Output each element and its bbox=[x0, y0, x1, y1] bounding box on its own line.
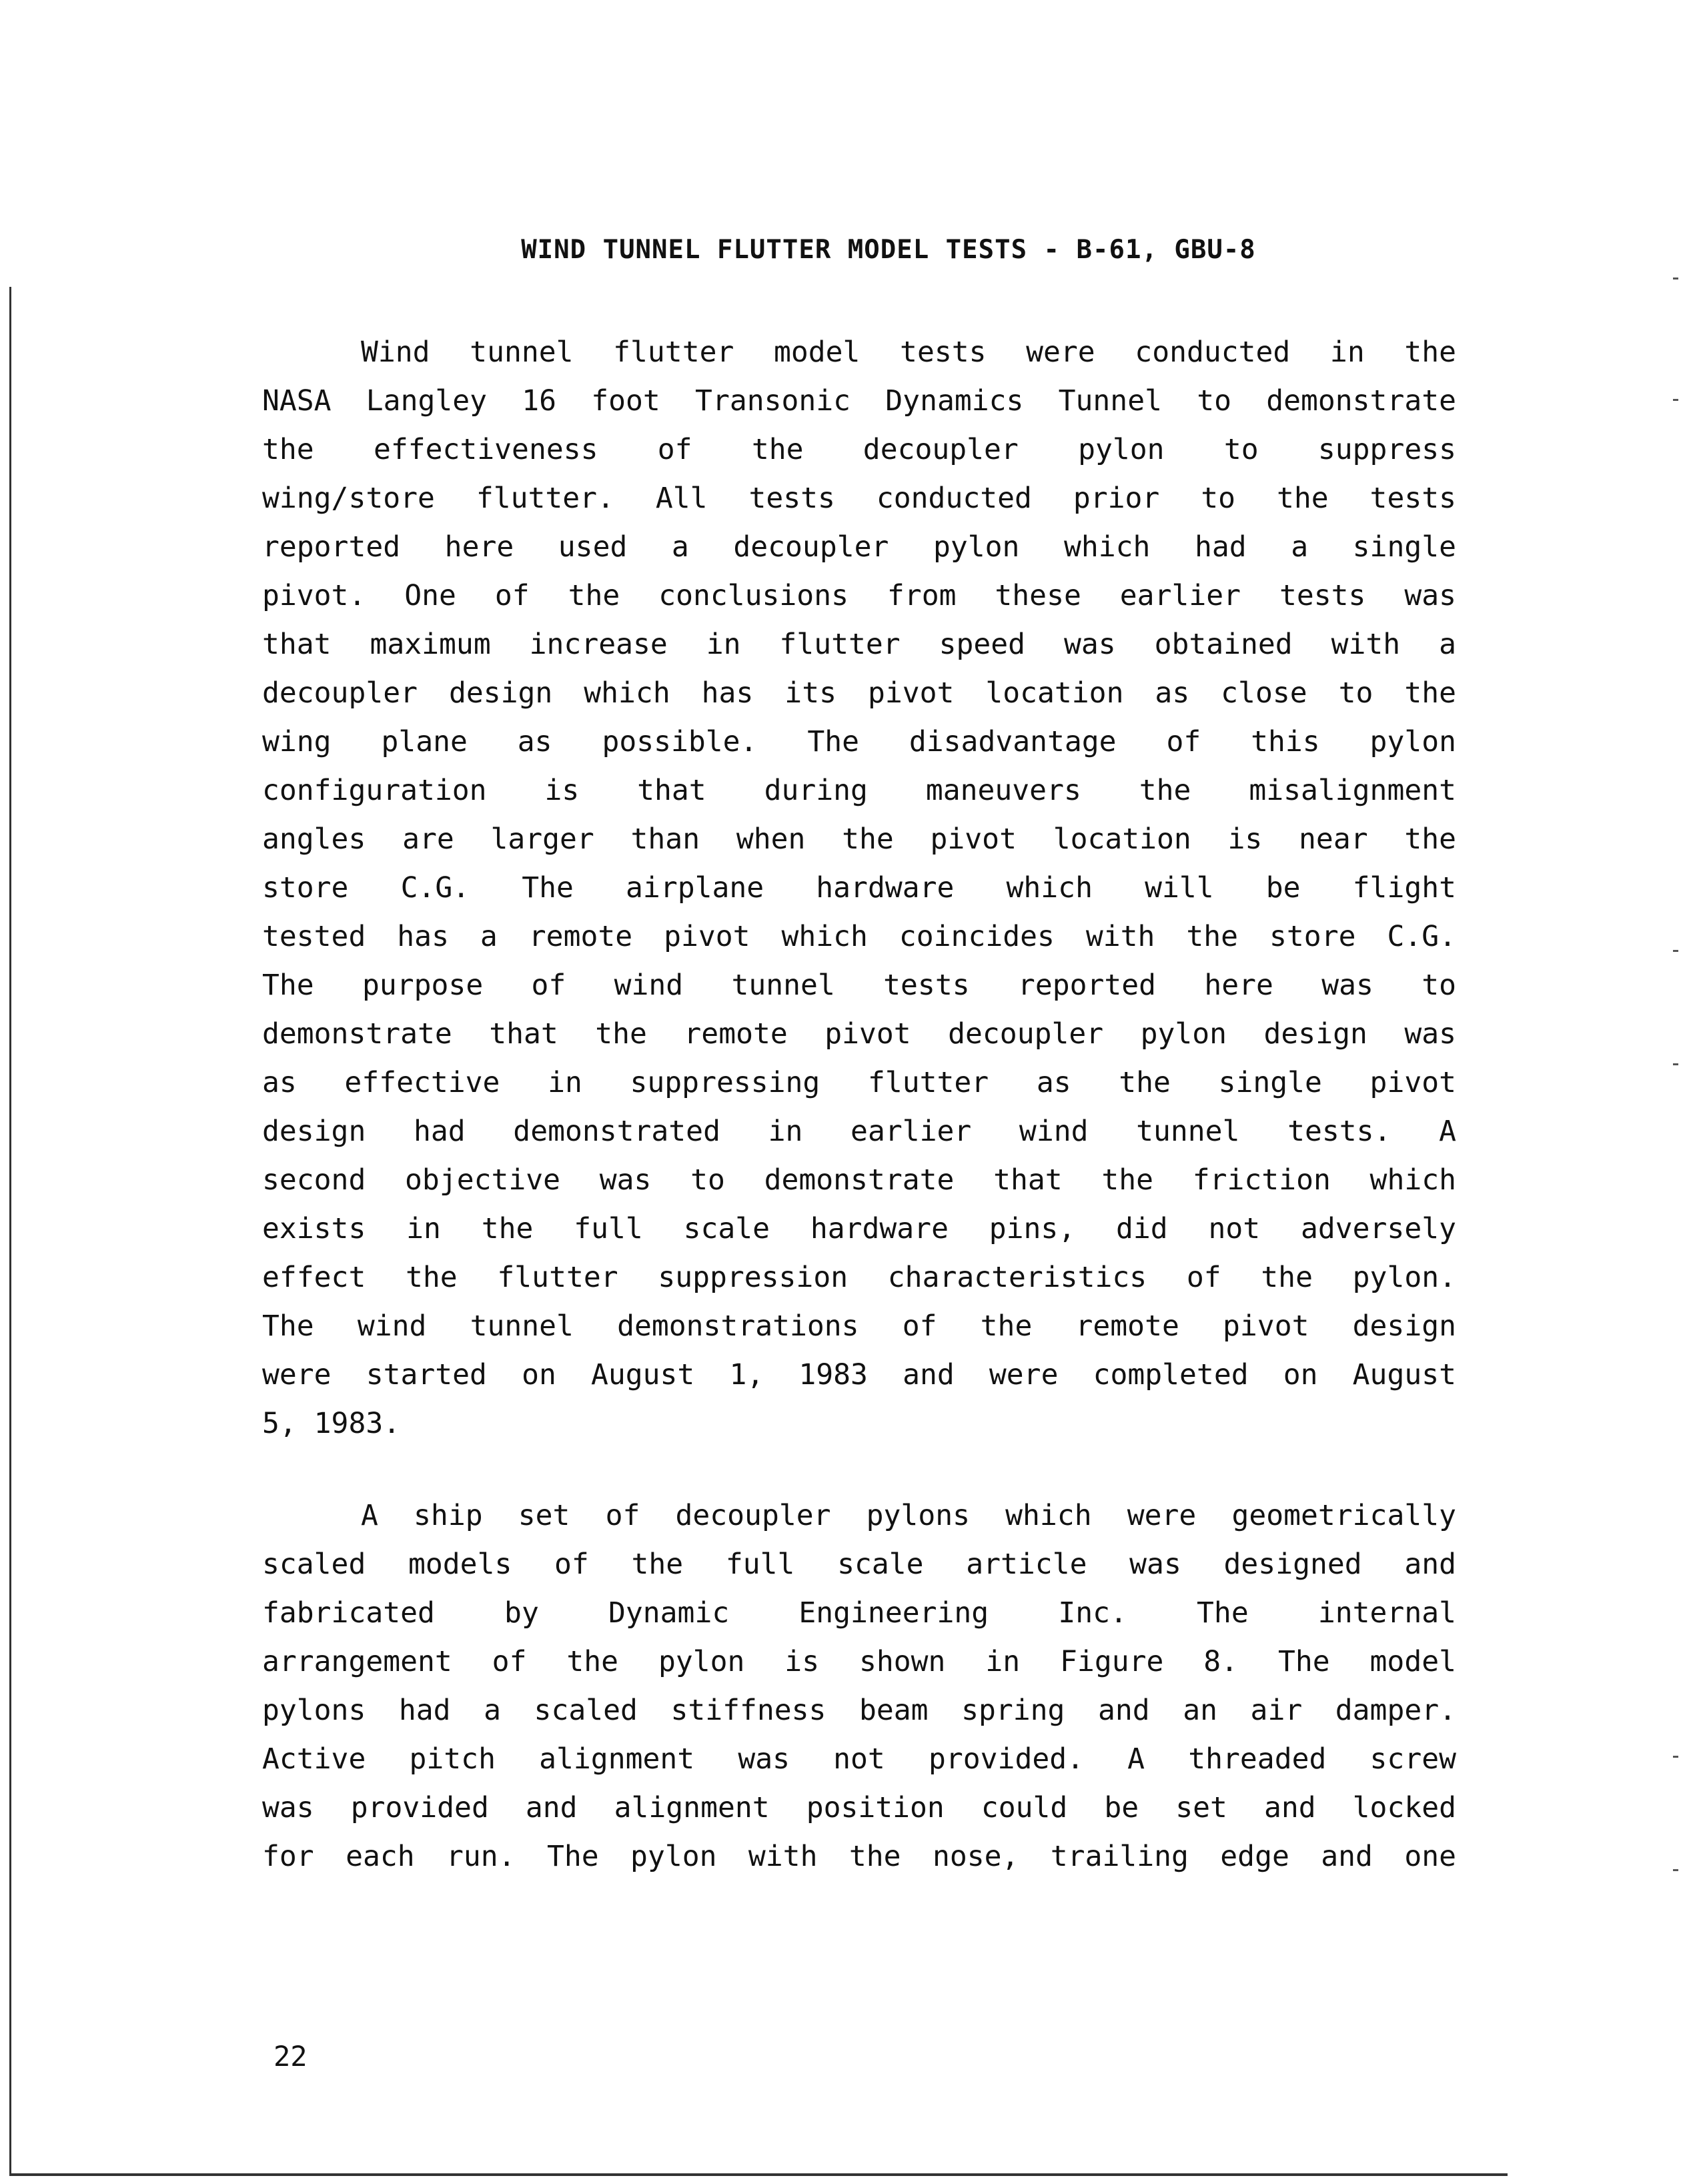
text-line: wing plane as possible. The disadvantage of this pylon bbox=[262, 725, 1456, 758]
text-line: were started on August 1, 1983 and were completed on August bbox=[262, 1358, 1456, 1392]
text-line: Wind tunnel flutter model tests were conducted in the bbox=[361, 336, 1456, 369]
paragraph-2 bbox=[262, 1492, 1456, 1881]
text-line: that maximum increase in flutter speed was obtained with a bbox=[262, 628, 1456, 661]
paragraph-1 bbox=[262, 328, 1456, 1448]
text-line: A ship set of decoupler pylons which were geometrically bbox=[361, 1499, 1456, 1532]
text-line: second objective was to demonstrate that the friction which bbox=[262, 1163, 1456, 1197]
scan-border-left bbox=[9, 287, 11, 2175]
scan-margin-mark bbox=[1673, 278, 1678, 280]
text-line: exists in the full scale hardware pins, did not adversely bbox=[262, 1212, 1456, 1245]
text-line: arrangement of the pylon is shown in Figure 8. The model bbox=[262, 1645, 1456, 1678]
text-line: for each run. The pylon with the nose, trailing edge and one bbox=[262, 1840, 1456, 1873]
text-line: store C.G. The airplane hardware which will be flight bbox=[262, 871, 1456, 905]
text-line: The purpose of wind tunnel tests reported here was to bbox=[262, 969, 1456, 1002]
text-line: decoupler design which has its pivot location as close to the bbox=[262, 676, 1456, 710]
text-line: effect the flutter suppression characteristics of the pylon. bbox=[262, 1261, 1456, 1294]
text-line: reported here used a decoupler pylon which had a single bbox=[262, 530, 1456, 564]
scan-margin-mark bbox=[1673, 950, 1678, 952]
text-line: 5, 1983. bbox=[262, 1407, 401, 1440]
scan-margin-mark bbox=[1673, 399, 1678, 401]
text-line: tested has a remote pivot which coincides with the store C.G. bbox=[262, 920, 1456, 953]
text-line: fabricated by Dynamic Engineering Inc. The internal bbox=[262, 1596, 1456, 1630]
scan-margin-mark bbox=[1673, 1756, 1678, 1758]
text-line: was provided and alignment position could be set and locked bbox=[262, 1791, 1456, 1824]
text-line: wing/store flutter. All tests conducted prior to the tests bbox=[262, 482, 1456, 515]
text-line: The wind tunnel demonstrations of the remote pivot design bbox=[262, 1309, 1456, 1343]
scan-margin-mark bbox=[1673, 1063, 1678, 1065]
text-line: configuration is that during maneuvers the misalignment bbox=[262, 774, 1456, 807]
text-line: design had demonstrated in earlier wind tunnel tests. A bbox=[262, 1115, 1456, 1148]
text-line: angles are larger than when the pivot location is near the bbox=[262, 823, 1456, 856]
text-line: scaled models of the full scale article was designed and bbox=[262, 1548, 1456, 1581]
text-line: demonstrate that the remote pivot decoupler pylon design was bbox=[262, 1017, 1456, 1051]
text-line: pylons had a scaled stiffness beam spring and an air damper. bbox=[262, 1694, 1456, 1727]
scan-border-bottom bbox=[9, 2173, 1508, 2176]
text-line: as effective in suppressing flutter as the single pivot bbox=[262, 1066, 1456, 1099]
page-number: 22 bbox=[273, 2040, 308, 2073]
page-title: WIND TUNNEL FLUTTER MODEL TESTS - B-61, GBU-8 bbox=[521, 235, 1256, 265]
text-line: pivot. One of the conclusions from these earlier tests was bbox=[262, 579, 1456, 612]
text-line: NASA Langley 16 foot Transonic Dynamics Tunnel to demonstrate bbox=[262, 384, 1456, 418]
scan-margin-mark bbox=[1673, 1869, 1678, 1871]
text-line: the effectiveness of the decoupler pylon to suppress bbox=[262, 433, 1456, 466]
text-line: Active pitch alignment was not provided. A threaded screw bbox=[262, 1742, 1456, 1776]
